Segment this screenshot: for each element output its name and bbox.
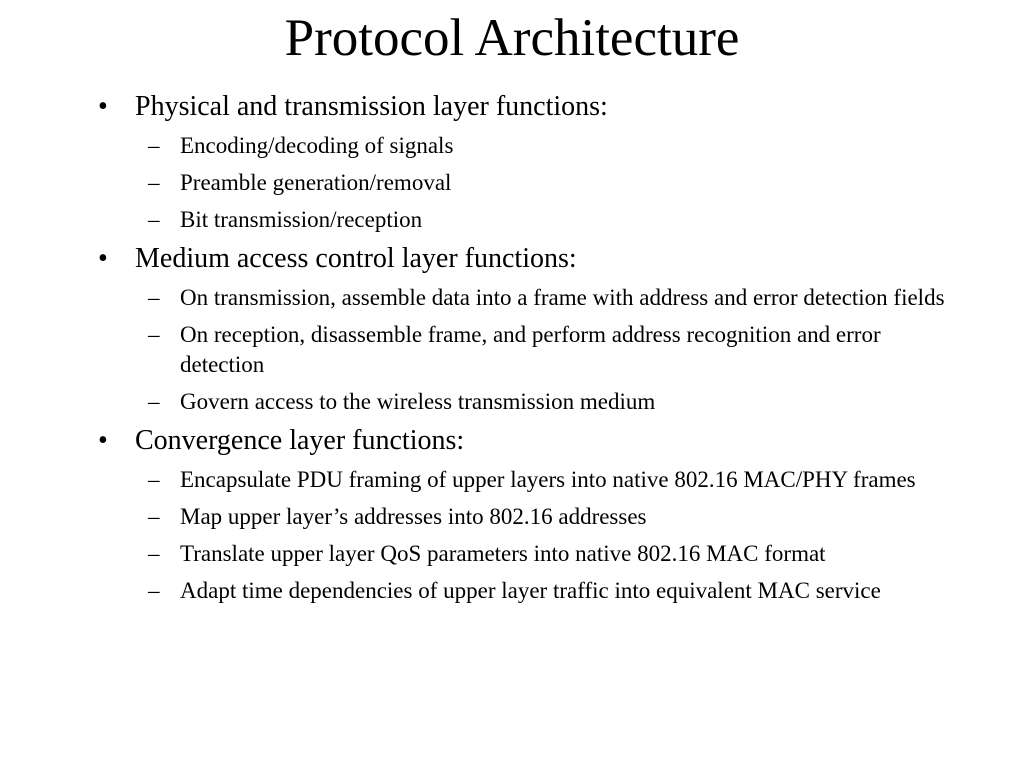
sub-bullet [0,502,1024,532]
sub-bullet-text: Govern access to the wireless transmission medium [180,389,656,414]
bullet-text: Physical and transmission layer functions: [135,91,608,122]
sub-bullet [0,465,1024,495]
sub-bullet [0,131,1024,161]
sub-bullet [0,205,1024,235]
sub-bullet [0,320,1024,380]
bullet-mac-layer [0,242,1024,276]
dash-marker: – [148,170,160,195]
sub-bullet-text: Translate upper layer QoS parameters into native 802.16 MAC format [180,541,826,566]
bullet-text: Medium access control layer functions: [135,243,577,274]
bullet-convergence-layer [0,424,1024,458]
sub-bullet [0,283,1024,313]
sub-bullet [0,576,1024,606]
dash-marker: – [148,504,160,529]
bullet-physical-layer [0,90,1024,124]
sub-bullet-text: On transmission, assemble data into a frame with address and error detection fields [180,285,945,310]
dash-marker: – [148,389,160,414]
sub-bullet [0,387,1024,417]
sub-bullet-text: Encapsulate PDU framing of upper layers into native 802.16 MAC/PHY frames [180,467,916,492]
dash-marker: – [148,133,160,158]
dash-marker: – [148,322,160,347]
dash-marker: – [148,578,160,603]
bullet-text: Convergence layer functions: [135,425,465,456]
dash-marker: – [148,541,160,566]
bullet-marker: • [98,243,108,274]
sub-bullet-text: On reception, disassemble frame, and perform address recognition and error detection [180,322,881,377]
sub-bullet-text: Encoding/decoding of signals [180,133,454,158]
sub-bullet [0,539,1024,569]
dash-marker: – [148,467,160,492]
sub-bullet-text: Map upper layer’s addresses into 802.16 addresses [180,504,647,529]
dash-marker: – [148,285,160,310]
bullet-marker: • [98,425,108,456]
slide-title: Protocol Architecture [284,9,740,67]
sub-bullet-text: Preamble generation/removal [180,170,452,195]
slide-content [0,90,1024,606]
sub-bullet [0,168,1024,198]
sub-bullet-text: Adapt time dependencies of upper layer traffic into equivalent MAC service [180,578,881,603]
bullet-marker: • [98,91,108,122]
dash-marker: – [148,207,160,232]
sub-bullet-text: Bit transmission/reception [180,207,423,232]
